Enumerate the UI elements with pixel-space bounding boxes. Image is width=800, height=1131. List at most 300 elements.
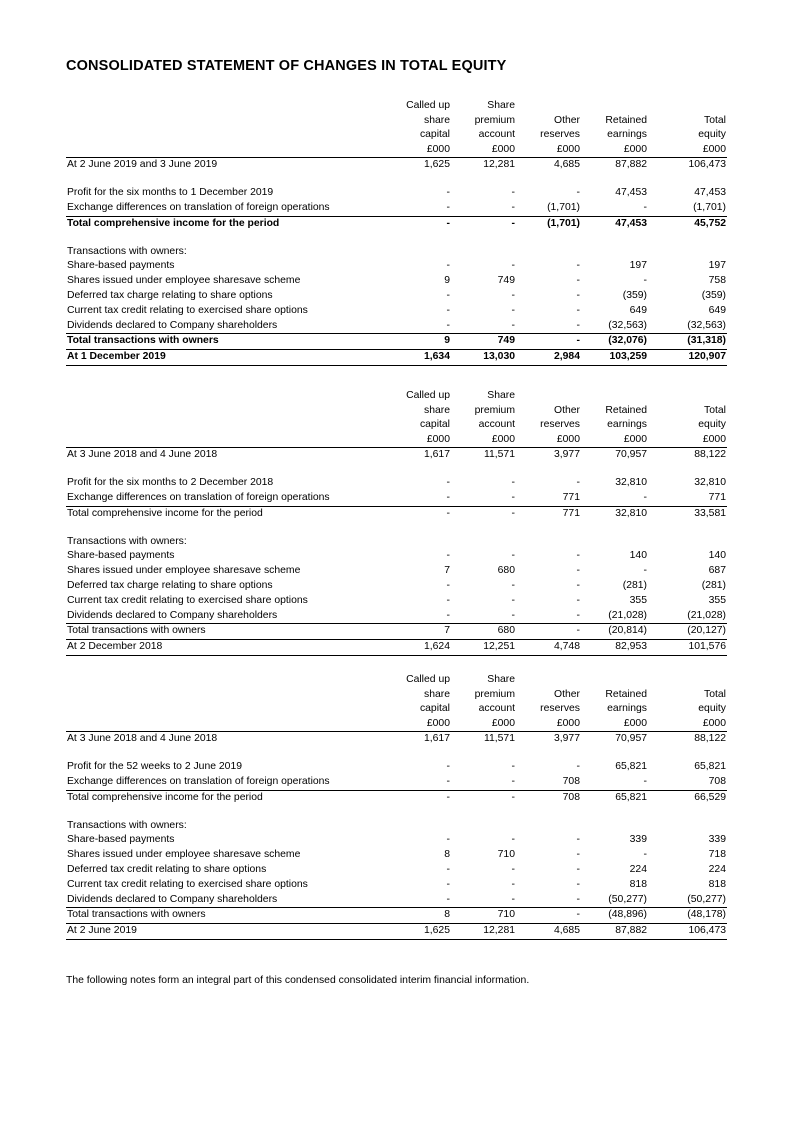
cell-col-4: 70,957	[581, 448, 648, 463]
transactions-heading-row	[66, 819, 727, 834]
cell-col-4: 65,821	[615, 761, 647, 773]
cell-col-3: -	[576, 187, 580, 199]
cell-col-2	[451, 522, 516, 535]
cell-col-4	[581, 389, 648, 404]
cell-col-1: 1,625	[385, 158, 451, 173]
opening-balance-label: At 3 June 2018 and 4 June 2018	[66, 448, 385, 463]
cell-col-3: -	[576, 863, 580, 875]
cell-col-2: -	[511, 201, 515, 213]
closing-balance-label: At 2 December 2018	[66, 640, 385, 656]
cell-col-1	[385, 819, 451, 834]
cell-col-4	[581, 245, 648, 260]
column-header-line-2	[66, 688, 727, 703]
cell-col-2: -	[511, 491, 515, 503]
cell-col-1: -	[446, 834, 450, 846]
equity-table-3	[66, 673, 727, 940]
transactions-row-label: Share-based payments	[67, 550, 175, 562]
transactions-row-label: Dividends declared to Company shareholders	[67, 609, 278, 621]
column-header-line-1	[66, 389, 727, 404]
column-header-line-4	[66, 143, 727, 158]
spacer-label	[66, 806, 385, 819]
cell-col-4: Retained	[605, 114, 647, 126]
cell-col-5: £000	[702, 143, 726, 155]
cell-col-4: £000	[623, 433, 647, 445]
transactions-row-label: Share-based payments	[67, 834, 175, 846]
cell-col-2: -	[511, 304, 515, 316]
comprehensive-income-row-1	[66, 760, 727, 775]
cell-col-3: reserves	[540, 703, 580, 715]
cell-col-3: -	[576, 275, 580, 287]
cell-col-5: 101,576	[648, 640, 727, 656]
cell-col-1: -	[446, 550, 450, 562]
cell-col-2	[451, 232, 516, 245]
transactions-heading-row	[66, 245, 727, 260]
cell-col-3: -	[576, 761, 580, 773]
cell-col-4: 47,453	[581, 216, 648, 231]
cell-col-2: -	[511, 319, 515, 331]
cell-col-2: -	[511, 260, 515, 272]
cell-col-1: 9	[385, 334, 451, 350]
cell-col-5: 758	[708, 275, 726, 287]
cell-col-3	[516, 747, 581, 760]
cell-col-2: -	[451, 216, 516, 231]
cell-col-3: 4,748	[516, 640, 581, 656]
cell-col-4: £000	[623, 717, 647, 729]
spacer-row	[66, 232, 727, 245]
cell-col-5: 88,122	[648, 732, 727, 747]
cell-col-2: -	[511, 893, 515, 905]
cell-col-1	[385, 232, 451, 245]
transactions-row-1	[66, 833, 727, 848]
cell-col-4: £000	[623, 143, 647, 155]
cell-col-5: £000	[702, 433, 726, 445]
opening-balance-row	[66, 448, 727, 463]
transactions-row-label: Shares issued under employee sharesave scheme	[67, 275, 301, 287]
cell-col-5	[648, 99, 727, 114]
cell-col-4: (32,563)	[608, 319, 647, 331]
transactions-row-label: Deferred tax charge relating to share options	[67, 579, 273, 591]
cell-col-3: -	[576, 609, 580, 621]
spacer-row	[66, 522, 727, 535]
cell-col-2	[451, 535, 516, 550]
cell-col-2: 749	[497, 275, 515, 287]
comprehensive-income-label: Profit for the six months to 1 December 2019	[67, 187, 274, 199]
comprehensive-income-label: Exchange differences on translation of foreign operations	[67, 775, 330, 787]
cell-col-2: -	[511, 477, 515, 489]
cell-col-4: 818	[629, 878, 647, 890]
cell-col-1: 1,625	[385, 924, 451, 940]
cell-col-2: premium	[474, 404, 515, 416]
opening-balance-label: At 2 June 2019 and 3 June 2019	[66, 158, 385, 173]
cell-col-5: 65,821	[694, 761, 726, 773]
cell-col-3: -	[576, 304, 580, 316]
cell-col-1: 7	[444, 565, 450, 577]
cell-col-2: 680	[451, 624, 516, 640]
cell-col-5	[648, 535, 727, 550]
cell-col-3: 4,685	[516, 158, 581, 173]
cell-col-2: -	[511, 550, 515, 562]
comprehensive-income-total-row	[66, 216, 727, 231]
comprehensive-income-total-label: Total comprehensive income for the period	[66, 216, 385, 231]
column-header-line-3	[66, 418, 727, 433]
cell-col-1: -	[446, 878, 450, 890]
cell-col-4: (281)	[622, 579, 647, 591]
cell-col-5: (21,028)	[687, 609, 726, 621]
cell-col-5: Total	[704, 404, 726, 416]
cell-col-5: (50,277)	[687, 893, 726, 905]
cell-col-4: 47,453	[615, 187, 647, 199]
transactions-total-label: Total transactions with owners	[66, 334, 385, 350]
spacer-label	[66, 747, 385, 760]
closing-balance-row	[66, 640, 727, 656]
cell-col-1: -	[385, 506, 451, 521]
column-header-label-spacer	[66, 433, 385, 448]
transactions-row-5	[66, 609, 727, 624]
cell-col-1: 8	[444, 849, 450, 861]
cell-col-2	[451, 806, 516, 819]
cell-col-1: 1,617	[385, 732, 451, 747]
cell-col-5	[648, 232, 727, 245]
cell-col-4: 140	[629, 550, 647, 562]
spacer-label	[66, 173, 385, 186]
cell-col-2: -	[511, 609, 515, 621]
cell-col-1: capital	[419, 703, 450, 715]
transactions-row-label: Deferred tax charge relating to share options	[67, 289, 273, 301]
cell-col-4: earnings	[607, 703, 647, 715]
cell-col-4: 103,259	[581, 350, 648, 366]
cell-col-2: 710	[451, 908, 516, 924]
comprehensive-income-label: Profit for the six months to 2 December 2018	[67, 477, 274, 489]
cell-col-3: 2,984	[516, 350, 581, 366]
cell-col-5: (20,127)	[648, 624, 727, 640]
comprehensive-income-row-1	[66, 186, 727, 201]
cell-col-1: Called up	[406, 674, 450, 685]
cell-col-3: 771	[562, 491, 580, 503]
cell-col-2	[451, 819, 516, 834]
cell-col-5: Total	[704, 114, 726, 126]
cell-col-4: -	[643, 201, 647, 213]
cell-col-5: equity	[698, 129, 726, 141]
cell-col-1: 1,634	[385, 350, 451, 366]
spacer-row	[66, 806, 727, 819]
cell-col-1: -	[446, 319, 450, 331]
column-header-label-spacer	[66, 702, 385, 717]
transactions-row-label: Dividends declared to Company shareholders	[67, 319, 278, 331]
column-header-label-spacer	[66, 128, 385, 143]
opening-balance-row	[66, 158, 727, 173]
cell-col-1: -	[446, 579, 450, 591]
column-header-line-4	[66, 433, 727, 448]
cell-col-5: 818	[708, 878, 726, 890]
cell-col-4	[581, 522, 648, 535]
cell-col-3: reserves	[540, 419, 580, 431]
column-header-label-spacer	[66, 143, 385, 158]
cell-col-1: -	[446, 289, 450, 301]
column-header-label-spacer	[66, 418, 385, 433]
cell-col-3: -	[576, 893, 580, 905]
cell-col-5: 120,907	[648, 350, 727, 366]
cell-col-4: 87,882	[581, 924, 648, 940]
cell-col-1: -	[446, 893, 450, 905]
cell-col-1: -	[446, 775, 450, 787]
column-header-label-spacer	[66, 404, 385, 419]
cell-col-3	[516, 463, 581, 476]
column-header-line-3	[66, 702, 727, 717]
cell-col-1: 1,617	[385, 448, 451, 463]
equity-table-2	[66, 389, 727, 656]
spacer-row	[66, 173, 727, 186]
cell-col-1: 1,624	[385, 640, 451, 656]
cell-col-3: 708	[516, 790, 581, 805]
cell-col-3: £000	[556, 717, 580, 729]
cell-col-1	[385, 522, 451, 535]
cell-col-5	[648, 245, 727, 260]
comprehensive-income-row-2	[66, 491, 727, 506]
column-header-label-spacer	[66, 717, 385, 732]
cell-col-3: 771	[516, 506, 581, 521]
cell-col-4: (48,896)	[581, 908, 648, 924]
cell-col-3: reserves	[540, 129, 580, 141]
cell-col-3	[516, 522, 581, 535]
cell-col-5	[648, 747, 727, 760]
column-header-line-4	[66, 717, 727, 732]
transactions-row-2	[66, 564, 727, 579]
spacer-row	[66, 747, 727, 760]
cell-col-1: 7	[385, 624, 451, 640]
cell-col-1: -	[385, 790, 451, 805]
cell-col-3: -	[576, 550, 580, 562]
cell-col-3: -	[576, 594, 580, 606]
cell-col-4: Retained	[605, 688, 647, 700]
cell-col-2: £000	[491, 143, 515, 155]
cell-col-1: £000	[426, 717, 450, 729]
column-header-label-spacer	[66, 114, 385, 129]
comprehensive-income-row-2	[66, 201, 727, 216]
transactions-row-label: Current tax credit relating to exercised share options	[67, 878, 308, 890]
transactions-row-label: Shares issued under employee sharesave scheme	[67, 565, 301, 577]
cell-col-4: (359)	[622, 289, 647, 301]
cell-col-2: £000	[491, 717, 515, 729]
cell-col-3	[516, 245, 581, 260]
comprehensive-income-row-2	[66, 775, 727, 790]
cell-col-3: 3,977	[516, 448, 581, 463]
cell-col-5: 106,473	[648, 158, 727, 173]
cell-col-3: Other	[554, 404, 580, 416]
cell-col-1: -	[446, 187, 450, 199]
transactions-row-4	[66, 594, 727, 609]
column-header-label-spacer	[66, 389, 385, 404]
cell-col-3: 4,685	[516, 924, 581, 940]
cell-col-5: 197	[708, 260, 726, 272]
transactions-heading-label: Transactions with owners:	[67, 535, 187, 547]
cell-col-4	[581, 173, 648, 186]
spacer-label	[66, 463, 385, 476]
cell-col-2: -	[511, 187, 515, 199]
transactions-row-1	[66, 259, 727, 274]
cell-col-3	[516, 232, 581, 245]
comprehensive-income-label: Exchange differences on translation of foreign operations	[67, 201, 330, 213]
transactions-heading-row	[66, 535, 727, 550]
cell-col-4	[581, 99, 648, 114]
cell-col-1: -	[446, 609, 450, 621]
cell-col-1: share	[424, 404, 450, 416]
cell-col-5: 66,529	[648, 790, 727, 805]
cell-col-1: -	[446, 761, 450, 773]
cell-col-4: -	[643, 275, 647, 287]
comprehensive-income-total-label: Total comprehensive income for the period	[66, 506, 385, 521]
cell-col-2: 710	[497, 849, 515, 861]
closing-balance-label: At 1 December 2019	[66, 350, 385, 366]
cell-col-4: earnings	[607, 129, 647, 141]
cell-col-4: 224	[629, 863, 647, 875]
cell-col-1: Called up	[406, 390, 450, 401]
cell-col-2: account	[478, 129, 515, 141]
cell-col-4: 87,882	[581, 158, 648, 173]
cell-col-3	[516, 535, 581, 550]
cell-col-3: £000	[556, 433, 580, 445]
cell-col-1: -	[446, 594, 450, 606]
cell-col-4: (50,277)	[608, 893, 647, 905]
cell-col-2: -	[511, 863, 515, 875]
transactions-total-label: Total transactions with owners	[66, 908, 385, 924]
column-header-line-1	[66, 673, 727, 688]
cell-col-5: (31,318)	[648, 334, 727, 350]
transactions-row-2	[66, 274, 727, 289]
cell-col-5	[648, 463, 727, 476]
cell-col-5: £000	[702, 717, 726, 729]
cell-col-1: -	[446, 491, 450, 503]
comprehensive-income-total-row	[66, 790, 727, 805]
cell-col-5: 140	[708, 550, 726, 562]
cell-col-2: -	[511, 289, 515, 301]
cell-col-1	[385, 535, 451, 550]
opening-balance-row	[66, 732, 727, 747]
cell-col-4: 32,810	[581, 506, 648, 521]
cell-col-5: 649	[708, 304, 726, 316]
cell-col-3	[516, 819, 581, 834]
spacer-label	[66, 522, 385, 535]
cell-col-3: -	[576, 579, 580, 591]
cell-col-3	[516, 173, 581, 186]
column-header-line-2	[66, 404, 727, 419]
transactions-row-2	[66, 848, 727, 863]
column-header-label-spacer	[66, 673, 385, 688]
cell-col-5: equity	[698, 703, 726, 715]
cell-col-5: Total	[704, 688, 726, 700]
cell-col-1	[385, 747, 451, 760]
cell-col-3: £000	[556, 143, 580, 155]
cell-col-2: -	[451, 790, 516, 805]
cell-col-2: 13,030	[451, 350, 516, 366]
cell-col-2: 12,281	[451, 924, 516, 940]
cell-col-4: 339	[629, 834, 647, 846]
cell-col-2: premium	[474, 688, 515, 700]
cell-col-2: -	[511, 594, 515, 606]
cell-col-3: -	[576, 477, 580, 489]
cell-col-3: (1,701)	[516, 216, 581, 231]
equity-table-1	[66, 99, 727, 366]
cell-col-3: -	[576, 319, 580, 331]
page-title: CONSOLIDATED STATEMENT OF CHANGES IN TOTAL EQUITY	[66, 58, 507, 74]
cell-col-1	[385, 173, 451, 186]
cell-col-5	[648, 389, 727, 404]
cell-col-1: -	[446, 304, 450, 316]
cell-col-2: -	[511, 775, 515, 787]
transactions-row-label: Shares issued under employee sharesave scheme	[67, 849, 301, 861]
cell-col-1: Called up	[406, 100, 450, 111]
cell-col-5: 771	[708, 491, 726, 503]
cell-col-2: 11,571	[451, 448, 516, 463]
cell-col-4: 65,821	[581, 790, 648, 805]
transactions-row-3	[66, 289, 727, 304]
closing-balance-row	[66, 924, 727, 940]
cell-col-1: -	[446, 201, 450, 213]
cell-col-1	[385, 463, 451, 476]
column-header-label-spacer	[66, 688, 385, 703]
cell-col-3: -	[576, 260, 580, 272]
cell-col-4	[581, 463, 648, 476]
cell-col-2: 680	[497, 565, 515, 577]
cell-col-2: Share	[487, 674, 515, 685]
transactions-total-row	[66, 334, 727, 350]
cell-col-2: -	[511, 761, 515, 773]
cell-col-1	[385, 245, 451, 260]
cell-col-1: capital	[419, 129, 450, 141]
cell-col-3: -	[516, 624, 581, 640]
cell-col-1: -	[446, 477, 450, 489]
cell-col-4: 355	[629, 594, 647, 606]
cell-col-5	[648, 806, 727, 819]
transactions-row-5	[66, 893, 727, 908]
cell-col-1	[385, 806, 451, 819]
transactions-row-4	[66, 304, 727, 319]
cell-col-3: 3,977	[516, 732, 581, 747]
cell-col-4: 82,953	[581, 640, 648, 656]
transactions-row-label: Dividends declared to Company shareholders	[67, 893, 278, 905]
cell-col-1: -	[446, 863, 450, 875]
cell-col-3: Other	[554, 688, 580, 700]
cell-col-5: (359)	[701, 289, 726, 301]
cell-col-4	[581, 747, 648, 760]
cell-col-3: -	[576, 849, 580, 861]
cell-col-3: Other	[554, 114, 580, 126]
cell-col-4: (20,814)	[581, 624, 648, 640]
cell-col-2	[451, 747, 516, 760]
cell-col-2: 12,281	[451, 158, 516, 173]
cell-col-5: 47,453	[694, 187, 726, 199]
cell-col-5	[648, 522, 727, 535]
cell-col-4: (21,028)	[608, 609, 647, 621]
cell-col-2: -	[511, 878, 515, 890]
transactions-row-3	[66, 579, 727, 594]
opening-balance-label: At 3 June 2018 and 4 June 2018	[66, 732, 385, 747]
cell-col-5: 355	[708, 594, 726, 606]
cell-col-3	[516, 389, 581, 404]
cell-col-3	[516, 673, 581, 688]
cell-col-5: (281)	[701, 579, 726, 591]
cell-col-4	[581, 806, 648, 819]
cell-col-5	[648, 673, 727, 688]
column-header-line-3	[66, 128, 727, 143]
cell-col-4: -	[643, 565, 647, 577]
cell-col-2: -	[451, 506, 516, 521]
comprehensive-income-total-label: Total comprehensive income for the period	[66, 790, 385, 805]
cell-col-1: -	[385, 216, 451, 231]
cell-col-2: 12,251	[451, 640, 516, 656]
cell-col-5: (48,178)	[648, 908, 727, 924]
column-header-line-1	[66, 99, 727, 114]
cell-col-3	[516, 99, 581, 114]
